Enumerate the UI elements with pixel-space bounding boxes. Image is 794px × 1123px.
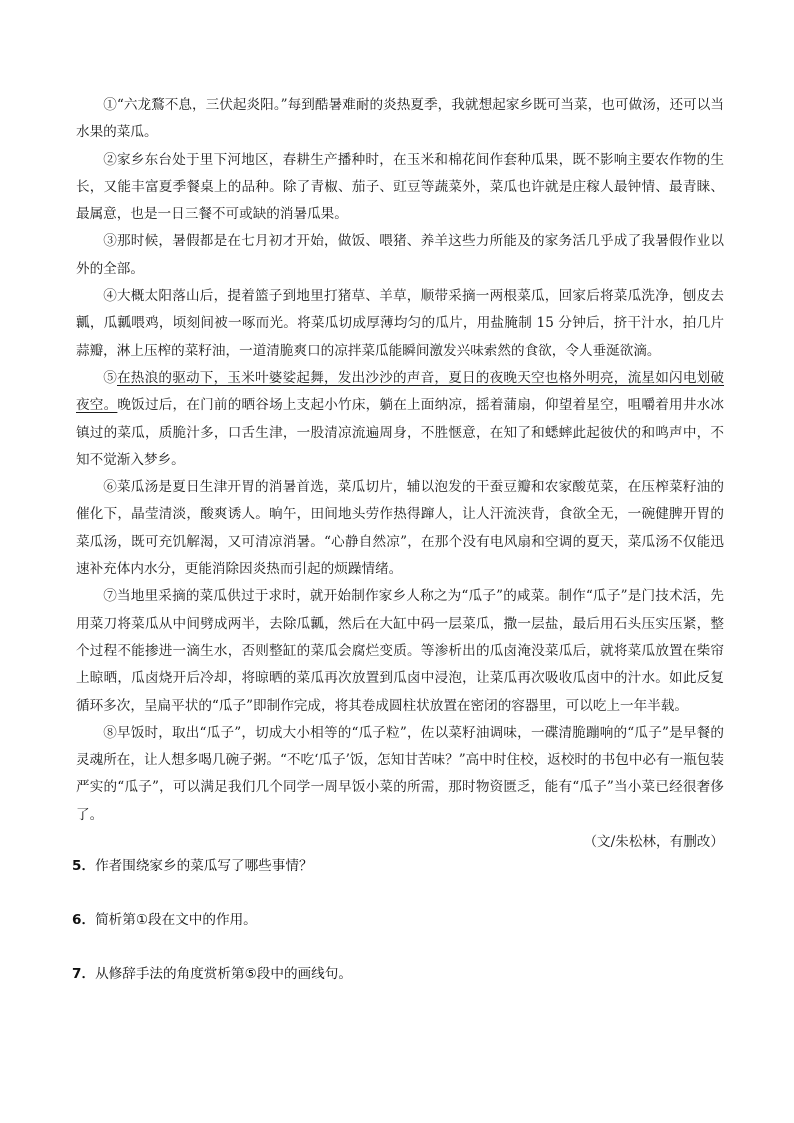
paragraph-2: ②家乡东台处于里下河地区，春耕生产播种时，在玉米和棉花间作套种瓜果，既不影响主要农作物的生长，又能丰富夏季餐桌上的品种。除了青椒、茄子、豇豆等蔬菜外，菜瓜也许就是庄稼人最钟情、最青睐、最属意，也是一日三餐不可或缺的消暑瓜果。 — [76, 151, 724, 223]
paragraph-5 — [76, 365, 724, 474]
question-number: 6． — [72, 912, 96, 928]
question-number: 5． — [72, 858, 96, 874]
paragraph-7: ⑦当地里采摘的菜瓜供过于求时，就开始制作家乡人称之为“瓜子”的咸菜。制作“瓜子”是门技术活，先用菜刀将菜瓜从中间劈成两半，去除瓜瓤，然后在大缸中码一层菜瓜，撒一层盐，最后用石头压实压紧，整个过程不能掺进一滴生水，否则整缸的菜瓜会腐烂变质。等渗析出的瓜卤淹没菜瓜后，就将菜瓜放置在柴帘上晾晒，瓜卤烧开后冷却，将晾晒的菜瓜再次放置到瓜卤中浸泡，让菜瓜再次吸收瓜卤中的汁水。如此反复循环多次，呈扁平状的“瓜子”即制作完成，将其卷成圆柱状放置在密闭的容器里，可以吃上一年半载。 — [76, 588, 724, 714]
paragraph-5-number: ⑤ — [103, 369, 117, 386]
question-list — [72, 853, 722, 1015]
paragraph-6: ⑥菜瓜汤是夏日生津开胃的消暑首选，菜瓜切片，辅以泡发的干蚕豆瓣和农家酸苋菜，在压榨菜籽油的催化下，晶莹清淡，酸爽诱人。晌午，田间地头劳作热得蹿人，让人汗流浃背，食欲全无，一碗健脾开胃的菜瓜汤，既可充饥解渴，又可清凉消暑。“心静自然凉”，在那个没有电风扇和空调的夏天，菜瓜汤不仅能迅速补充体内水分，更能消除因炎热而引起的烦躁情绪。 — [76, 479, 724, 578]
article-source: （文/朱松林，有删改） — [583, 834, 724, 851]
paragraph-8: ⑧早饭时，取出“瓜子”，切成大小相等的“瓜子粒”，佐以菜籽油调味，一碟清脆蹦响的“瓜子”是早餐的灵魂所在，让人想多喝几碗子粥。“不吃‘瓜子’饭，怎知甘苦味？”高中时住校，返校时的书包中必有一瓶包装严实的“瓜子”，可以满足我们几个同学一周早饭小菜的所需，那时物资匮乏，能有“瓜子”当小菜已经很奢侈了。 — [76, 724, 724, 823]
question-text: 作者围绕家乡的菜瓜写了哪些事情？ — [95, 858, 313, 874]
question-text: 从修辞手法的角度赏析第⑤段中的画线句。 — [95, 966, 352, 982]
article-body — [76, 92, 724, 856]
underlined-sentence: 在热浪的驱动下，玉米叶婆娑起舞，发出沙沙的声音，夏日的夜晚天空也格外明亮，流星如闪电划破夜空。 — [76, 369, 725, 414]
question-7 — [72, 961, 722, 1015]
question-5 — [72, 853, 722, 907]
paragraph-5-rest: 晚饭过后，在门前的晒谷场上支起小竹床，躺在上面纳凉，摇着蒲扇，仰望着星空，咀嚼着用井水冰镇过的菜瓜，质脆汁多，口舌生津，一股清凉流遍周身，不胜惬意，在知了和蟋蟀此起彼伏的和鸣声中，不知不觉渐入梦乡。 — [76, 397, 724, 468]
question-6 — [72, 907, 722, 961]
paragraph-3: ③那时候，暑假都是在七月初才开始，做饭、喂猪、养羊这些力所能及的家务活几乎成了我暑假作业以外的全部。 — [76, 233, 724, 277]
paragraph-1: ①“六龙鶩不息，三伏起炎阳。”每到酷暑难耐的炎热夏季，我就想起家乡既可当菜，也可做汤，还可以当水果的菜瓜。 — [76, 97, 724, 141]
paragraph-4: ④大概太阳落山后，提着篮子到地里打猪草、羊草，顺带采摘一两根菜瓜，回家后将菜瓜洗净，刨皮去瓤，瓜瓤喂鸡，顷刻间被一啄而光。将菜瓜切成厚薄均匀的瓜片，用盐腌制 15 分钟后，挤干汁水，拍几片蒜瓣，淋上压榨的菜籽油，一道清脆爽口的凉拌菜瓜能瞬间激发兴味索然的食欲，令人垂涎欲滴。 — [76, 288, 724, 359]
question-text: 简析第①段在文中的作用。 — [95, 912, 257, 928]
question-number: 7． — [72, 966, 96, 982]
